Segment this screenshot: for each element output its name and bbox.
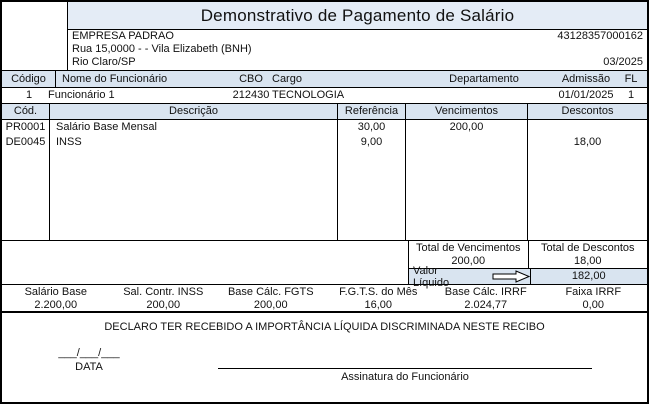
item-desconto [528,120,647,135]
date-label: DATA [75,361,103,373]
item-vencimento: 200,00 [449,121,484,133]
employee-header-row [2,70,647,88]
company-block [68,30,647,70]
base-label: Sal. Contr. INSS [123,286,204,298]
date-signature-group [58,347,120,373]
header-fl: FL [624,73,638,85]
totals-box [408,241,647,289]
base-calc-fgts [217,285,325,311]
company-city: Rio Claro/SP [72,56,136,68]
signature-label: Assinatura do Funcionário [341,371,469,383]
employee-cargo: TECNOLOGIA [272,89,345,101]
item-referencia: 9,00 [360,136,383,148]
header-cbo: CBO [239,73,263,85]
employee-cbo: 212430 [232,89,270,101]
base-label: Salário Base [24,286,87,298]
company-logo-box [2,2,68,70]
item-descricao: INSS [56,136,82,148]
items-col-descontos [528,120,647,240]
items-header-descricao: Descrição [50,104,338,119]
items-col-descricao [50,120,338,240]
base-value: 2.200,00 [34,299,78,311]
base-label: F.G.T.S. do Mês [339,286,418,298]
items-col-referencia [338,120,406,240]
company-cnpj: 43128357000162 [557,30,643,42]
bases-strip [2,284,647,313]
items-col-cod [2,120,50,240]
items-header-cod: Cód. [2,104,50,119]
items-header-row [2,104,647,120]
total-descontos-label: Total de Descontos [540,242,635,254]
base-fgts-mes [325,285,433,311]
header-admissao: Admissão [561,73,611,85]
base-calc-irrf [432,285,540,311]
employee-admissao: 01/01/2025 [558,89,614,101]
page-title: Demonstrativo de Pagamento de Salário [68,2,647,30]
company-address: Rua 15,0000 - - Vila Elizabeth (BNH) [72,43,252,55]
base-value: 2.024,77 [464,299,508,311]
employee-data-row [2,88,647,104]
employee-fl: 1 [627,89,635,101]
total-vencimentos-label: Total de Vencimentos [415,242,521,254]
base-salario-base [2,285,110,311]
employee-nome: Funcionário 1 [48,89,115,101]
item-cod: DE0045 [5,136,46,148]
items-table-body [2,120,647,241]
declaration-text: DECLARO TER RECEBIDO A IMPORTÂNCIA LÍQUIDA DISCRIMINADA NESTE RECIBO [104,321,545,333]
company-name: EMPRESA PADRAO [72,30,174,42]
items-header-vencimentos: Vencimentos [406,104,528,119]
employee-codigo: 1 [25,89,33,101]
reference-period: 03/2025 [603,56,643,68]
base-sal-contr-inss [110,285,218,311]
header-codigo: Código [2,71,56,87]
valor-liquido-value: 182,00 [571,270,606,282]
base-label: Base Cálc. IRRF [444,286,527,298]
employee-departamento [400,88,568,103]
item-vencimento [406,135,527,150]
item-descricao: Salário Base Mensal [56,121,157,133]
items-col-vencimentos [406,120,528,240]
date-placeholder: ___/___/___ [58,347,120,359]
header-nome: Nome do Funcionário [62,73,168,85]
base-value: 200,00 [253,299,288,311]
item-referencia: 30,00 [357,121,386,133]
item-desconto: 18,00 [573,136,602,148]
total-descontos-value: 18,00 [573,255,602,267]
right-arrow-icon [492,270,530,283]
valor-liquido-label: Valor Líquido [413,264,450,289]
signature-line [218,368,592,369]
base-value: 200,00 [146,299,181,311]
item-cod: PR0001 [5,121,46,133]
header-departamento: Departamento [449,73,519,85]
base-label: Base Cálc. FGTS [227,286,314,298]
header-cargo: Cargo [272,73,302,85]
base-faixa-irrf [540,285,648,311]
total-descontos-cell [529,241,648,268]
base-value: 0,00 [582,299,604,311]
base-value: 16,00 [364,299,393,311]
items-header-descontos: Descontos [561,105,614,117]
valor-liquido-cell [409,264,531,289]
total-vencimentos-value: 200,00 [451,255,486,267]
base-label: Faixa IRRF [565,286,622,298]
items-header-referencia: Referência [338,104,406,119]
